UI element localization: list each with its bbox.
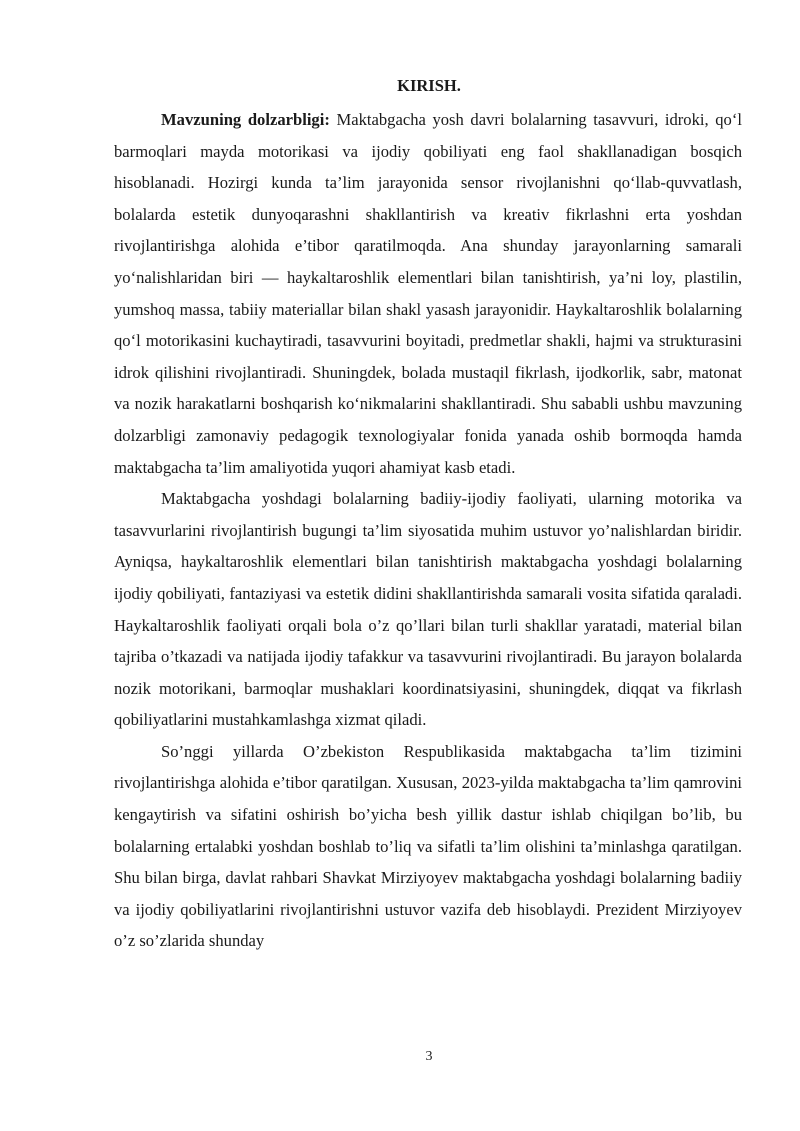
paragraph-relevance	[114, 104, 742, 483]
paragraph-state-policy: So’nggi yillarda O’zbekiston Respublikasida maktabgacha ta’lim tizimini rivojlantirishga alohida e’tibor qaratilgan. Xususan, 2023-yilda maktabgacha ta’lim qamrovini kengaytirish va sifatini oshirish bo’yicha besh yillik dastur ishlab chiqilgan bo’lib, bu bolalarning ertalabki yoshdan boshlab to’liq va sifatli ta’lim olishini ta’minlashga qaratilgan. Shu bilan birga, davlat rahbari Shavkat Mirziyoyev maktabgacha yoshdagi bolalarning badiiy va ijodiy qobiliyatlarini rivojlantirishni ustuvor vazifa deb hisoblaydi. Prezident Mirziyoyev o’z so’zlarida shunday	[114, 741, 742, 951]
page-number: 3	[425, 1049, 433, 1064]
body-text	[114, 104, 742, 957]
paragraph-lead: Mavzuning dolzarbligi:	[161, 110, 330, 129]
section-heading: KIRISH.	[397, 76, 461, 95]
paragraph-creative-activity: Maktabgacha yoshdagi bolalarning badiiy-ijodiy faoliyati, ularning motorika va tasavvurlarini rivojlantirish bugungi ta’lim siyosatida muhim ustuvor yo’nalishlardan biridir. Ayniqsa, haykaltaroshlik elementlari bilan tanishtirish maktabgacha yoshdagi bolalarning ijodiy qobiliyati, fantaziyasi va estetik didini shakllantirishda samarali vosita sifatida qaraladi. Haykaltaroshlik faoliyati orqali bola o’z qo’llari bilan turli shakllar yaratadi, material bilan tajriba o’tkazadi va natijada ijodiy tafakkur va tasavvurini rivojlantiradi. Bu jarayon bolalarda nozik motorikani, barmoqlar mushaklari koordinatsiyasini, shuningdek, diqqat va fikrlash qobiliyatlarini mustahkamlashga xizmat qiladi.	[114, 489, 742, 730]
paragraph-text: Maktabgacha yosh davri bolalarning tasavvuri, idroki, qo‘l barmoqlari mayda motorikasi va ijodiy qobiliyati eng faol shakllanadigan bosqich hisoblanadi. Hozirgi kunda ta’lim jarayonida sensor rivojlanishni qo‘llab-quvvatlash, bolalarda estetik dunyoqarashni shakllantirish va kreativ fikrlashni erta yoshdan rivojlantirishga alohida e’tibor qaratilmoqda. Ana shunday jarayonlarning samarali yo‘nalishlaridan biri — haykaltaroshlik elementlari bilan tanishtirish, ya’ni loy, plastilin, yumshoq massa, tabiiy materiallar bilan shakl yasash jarayonidir. Haykaltaroshlik bolalarning qo‘l motorikasini kuchaytiradi, tasavvurini boyitadi, predmetlar shakli, hajmi va strukturasini idrok qilishini rivojlantiradi. Shuningdek, bolada mustaqil fikrlash, ijodkorlik, sabr, matonat va nozik harakatlarni boshqarish ko‘nikmalarini shakllantiradi. Shu sababli ushbu mavzuning dolzarbligi zamonaviy pedagogik texnologiyalar fonida yanada oshib bormoqda hamda maktabgacha ta’lim amaliyotida yuqori ahamiyat kasb etadi.	[114, 110, 742, 477]
